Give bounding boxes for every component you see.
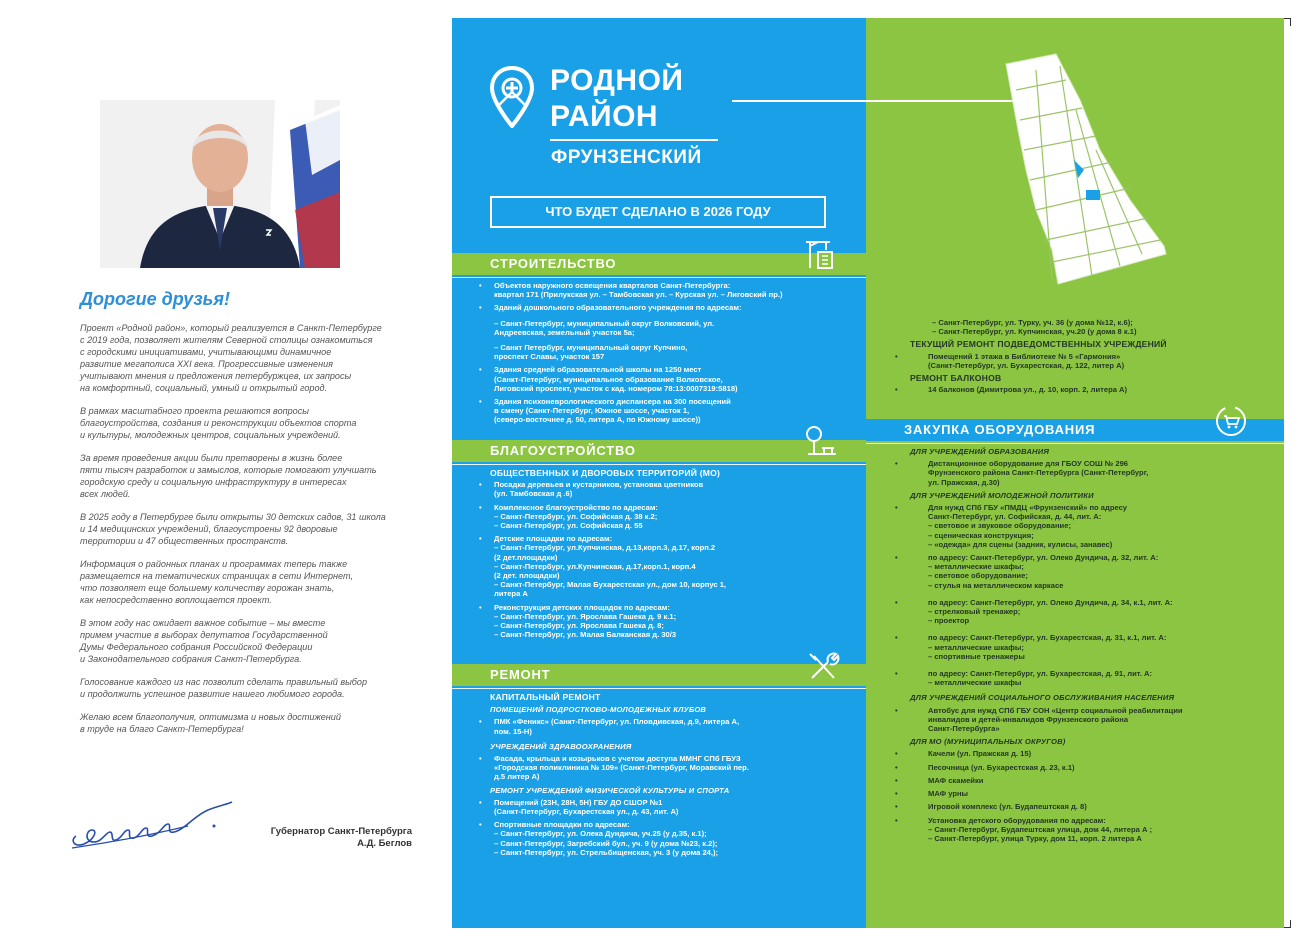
- section-title: РЕМОНТ: [490, 667, 551, 682]
- list-item: • Песочница (ул. Бухарестская д. 23, к.1): [892, 763, 1268, 772]
- list-item-detail: – Санкт-Петербург, ул. Турку, уч. 36 (у дома №12, к.6); – Санкт-Петербург, ул. Купчинская, уч.20 (у дома 8 к.1): [932, 318, 1137, 337]
- location-pin-logo-icon: [490, 66, 534, 128]
- section-title: ЗАКУПКА ОБОРУДОВАНИЯ: [904, 422, 1096, 437]
- list-item: • по адресу: Санкт-Петербург, ул. Олеко Дундича, д. 32, лит. А: – металлические шкафы; – световое оборудование; – стулья на металлическом каркасе: [892, 553, 1268, 590]
- list-item: • по адресу: Санкт-Петербург, ул. Бухарестская, д. 91, лит. А: – металлические шкафы: [892, 669, 1268, 687]
- section-title: СТРОИТЕЛЬСТВО: [490, 256, 617, 271]
- governor-photo: [100, 100, 340, 268]
- letter-paragraph: В этом году нас ожидает важное событие – мы вместе примем участие в выборах депутатов Государственной Думы Федерального собрания Российской Федерации и Законодательного собрания Санкт-Петербурга.: [80, 618, 328, 664]
- subsection-title: УЧРЕЖДЕНИЙ ЗДРАВООХРАНЕНИЯ: [490, 741, 632, 751]
- subsection-title: ПОМЕЩЕНИЙ ПОДРОСТКОВО-МОЛОДЕЖНЫХ КЛУБОВ: [490, 705, 707, 715]
- list-item: • Дистанционное оборудование для ГБОУ СОШ № 296 Фрунзенского района Санкт-Петербурга (Санкт-Петербург, ул. Пражская, д.30): [892, 459, 1268, 487]
- list-item: • по адресу: Санкт-Петербург, ул. Олеко Дундича, д. 34, к.1, лит. А: – стрелковый тренажер; – проектор: [892, 598, 1268, 626]
- letter-paragraph: В 2025 году в Петербурге были открыты 30 детских садов, 31 школа и 14 медицинских учреждений, благоустроены 92 дворовые территории и 47 общественных пространств.: [80, 512, 386, 546]
- letter-greeting: Дорогие друзья!: [80, 289, 230, 309]
- tree-bench-icon: [804, 424, 838, 458]
- brand-divider-long: [732, 100, 1014, 102]
- cart-cycle-icon: [1214, 404, 1248, 438]
- list-item: • Спортивные площадки по адресам: – Санкт-Петербург, ул. Олека Дундича, уч.25 (у д.35, к.1); – Санкт-Петербург, Загребский бул., уч. 9 (у дома №23, к.2); – Санкт-Петербург, ул. Стрельбищенская, уч. 3 (у дома 24,);: [476, 820, 856, 857]
- list-item: • Зданий дошкольного образовательного учреждения по адресам:: [476, 303, 856, 312]
- letter-paragraph: Информация о районных планах и программах теперь также размещается на тематических страницах в сети Интернет, что позволяет еще большему количеству горожан знать, как непосредственно воплощается проект.: [80, 559, 353, 605]
- construction-list: [476, 281, 856, 429]
- crop-mark: [1290, 18, 1291, 26]
- list-item: • ПМК «Феникс» (Санкт-Петербург, ул. Пловдивская, д.9, литера А, пом. 15-Н): [476, 717, 856, 735]
- list-item: • Игровой комплекс (ул. Будапештская д. 8): [892, 802, 1268, 811]
- list-item: • Детские площадки по адресам: – Санкт-Петербург, ул.Купчинская, д.13,корп.3, д.17, корп.2 (2 дет.площадки) – Санкт-Петербург, ул.Купчинская, д.17,корп.1, корп.4 (2 дет. площадки) – Санкт-Петербург, Малая Бухарестская ул., дом 10, корпус 1, литера А: [476, 534, 856, 598]
- brand-title-line2: РАЙОН: [550, 100, 659, 133]
- list-item: • Посадка деревьев и кустарников, установка цветников (ул. Тамбовская д .6): [476, 480, 856, 498]
- section-title: БЛАГОУСТРОЙСТВО: [490, 443, 636, 458]
- subsection-title: РЕМОНТ УЧРЕЖДЕНИЙ ФИЗИЧЕСКОЙ КУЛЬТУРЫ И СПОРТА: [490, 785, 730, 795]
- list-item: • Для нужд СПб ГБУ «ПМДЦ «Фрунзенский» по адресу Санкт-Петербург, ул. Софийская, д. 44, лит. А: – световое и звуковое оборудование; – сценическая конструкция; – «одежда» для сцены (задник, кулисы, занавес): [892, 503, 1268, 549]
- signer-title: Губернатор Санкт-Петербурга: [270, 826, 412, 837]
- improvement-list: [476, 466, 856, 643]
- list-item: • Здания средней образовательной школы на 1250 мест (Санкт-Петербург, муниципальное образование Волковское, Лиговский проспект, участок с кад. номером 78:13:0007319:5818): [476, 365, 856, 393]
- list-item: • Фасада, крыльца и козырьков с учетом доступа ММНГ СПб ГБУЗ «Городская поликлиника № 109» (Санкт-Петербург, Моравский пер. д.5 литер А): [476, 754, 856, 782]
- list-item: • Комплексное благоустройство по адресам: – Санкт-Петербург, ул. Софийская д. 38 к.2; – Санкт-Петербург, ул. Софийская д. 55: [476, 503, 856, 531]
- list-item: • МАФ скамейки: [892, 776, 1268, 785]
- procurement-list: [892, 444, 1268, 847]
- list-item: • Установка детского оборудования по адресам: – Санкт-Петербург, Будапештская улица, дом 44, литера А ; – Санкт-Петербург, улица Турку, дом 11, корп. 2 литера А: [892, 816, 1268, 844]
- subsection-title: ТЕКУЩИЙ РЕМОНТ ПОДВЕДОМСТВЕННЫХ УЧРЕЖДЕНИЙ: [910, 339, 1167, 350]
- list-item-detail: – Санкт-Петербург, муниципальный округ Волковский, ул. Андреевская, земельный участок 5а;: [494, 318, 715, 337]
- letter-column: [0, 0, 452, 946]
- list-item: • по адресу: Санкт-Петербург, ул. Бухарестская, д. 31, к.1, лит. А: – металлические шкафы; – спортивные тренажеры: [892, 633, 1268, 661]
- list-item: • Реконструкция детских площадок по адресам: – Санкт-Петербург, ул. Ярослава Гашека д. 9 к.1; – Санкт-Петербург, ул. Ярослава Гашека д. 8; – Санкт-Петербург, ул. Малая Балканская д. 30/3: [476, 603, 856, 640]
- crop-mark: [1290, 920, 1291, 928]
- list-item: • Здания психоневрологического диспансера на 300 посещений в смену (Санкт-Петербург, Южное шоссе, участок 1, (северо-восточнее д. 50, литера А, по Южному шоссе)): [476, 397, 856, 425]
- list-item: • МАФ урны: [892, 789, 1268, 798]
- letter-paragraph: Проект «Родной район», который реализуется в Санкт-Петербурге с 2019 года, позволяет жителям Северной столицы ознакомиться с городскими инициативами, учитывающими динамичное развитие мегаполиса XXI века. Прогрессивные изменения учитывают мнения и предложения петербуржцев, их запросы на комфортный, социальный, умный и открытый город.: [80, 323, 382, 393]
- signer-name: А.Д. Беглов: [357, 838, 412, 849]
- signature-image: [68, 796, 238, 866]
- list-item: • Помещений 1 этажа в Библиотеке № 5 «Гармония» (Санкт-Петербург, ул. Бухарестская, д. 122, литер А): [892, 352, 1268, 370]
- list-item: • 14 балконов (Димитрова ул., д. 10, корп. 2, литера А): [892, 385, 1268, 394]
- list-item: • Автобус для нужд СПб ГБУ СОН «Центр социальной реабилитации инвалидов и детей-инвалидов Фрунзенского района Санкт-Петербурга»: [892, 706, 1268, 734]
- signer-block: [240, 826, 412, 850]
- crane-building-icon: [802, 238, 836, 272]
- brand-title-line1: РОДНОЙ: [550, 64, 684, 97]
- list-item: • Помещений (23Н, 28Н, 5Н) ГБУ ДО СШОР №1 (Санкт-Петербург, Бухарестская ул., д. 43, лит. А): [476, 798, 856, 816]
- subsection-title: РЕМОНТ БАЛКОНОВ: [910, 373, 1002, 384]
- repair-continued-list: [892, 318, 1268, 398]
- subsection-title: ДЛЯ УЧРЕЖДЕНИЙ МОЛОДЕЖНОЙ ПОЛИТИКИ: [910, 490, 1094, 500]
- letter-paragraph: За время проведения акции были претворены в жизнь более пяти тысяч разработок и замыслов, которые помогают улучшать городскую среду и социальную инфраструктуру в интересах всех людей.: [80, 453, 377, 499]
- plan-subtitle: ЧТО БУДЕТ СДЕЛАНО В 2026 ГОДУ: [490, 196, 826, 228]
- list-item: • Качели (ул. Пражская д. 15): [892, 749, 1268, 758]
- subsection-title: ОБЩЕСТВЕННЫХ И ДВОРОВЫХ ТЕРРИТОРИЙ (МО): [490, 468, 721, 478]
- letter-body: [80, 322, 420, 746]
- letter-paragraph: Голосование каждого из нас позволит сделать правильный выбор и продолжить успешное развитие нашего любимого города.: [80, 677, 367, 699]
- subsection-title: ДЛЯ УЧРЕЖДЕНИЙ ОБРАЗОВАНИЯ: [910, 447, 1050, 456]
- list-item-detail: – Санкт Петербург, муниципальный округ Купчино, проспект Славы, участок 157: [494, 343, 688, 362]
- subsection-title: КАПИТАЛЬНЫЙ РЕМОНТ: [490, 692, 601, 702]
- section-header-repair: [452, 664, 866, 686]
- letter-paragraph: В рамках масштабного проекта решаются вопросы благоустройства, создания и реконструкции объектов спорта и культуры, молодежных центров, социальных учреждений.: [80, 406, 357, 440]
- letter-paragraph: Желаю всем благополучия, оптимизма и новых достижений в труде на благо Санкт-Петербурга!: [80, 712, 341, 734]
- tools-icon: [806, 650, 840, 684]
- subsection-title: ДЛЯ МО (МУНИЦИПАЛЬНЫХ ОКРУГОВ): [910, 737, 1066, 747]
- brand-divider: [550, 139, 718, 141]
- district-map-image: [996, 50, 1186, 290]
- repair-list: [476, 690, 856, 861]
- district-name: ФРУНЗЕНСКИЙ: [551, 147, 702, 168]
- subsection-title: ДЛЯ УЧРЕЖДЕНИЙ СОЦИАЛЬНОГО ОБСЛУЖИВАНИЯ НАСЕЛЕНИЯ: [910, 693, 1175, 703]
- list-item: • Объектов наружного освещения кварталов Санкт-Петербурга: квартал 171 (Прилукская ул. – Тамбовская ул. – Курская ул. – Лиговский пр.): [476, 281, 856, 299]
